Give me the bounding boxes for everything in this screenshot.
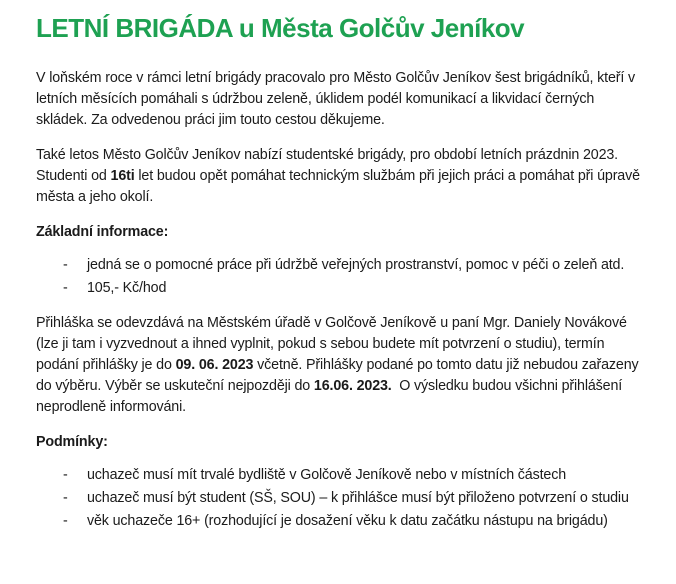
paragraph-application xyxy=(36,313,643,418)
document-title: LETNÍ BRIGÁDA u Města Golčův Jeníkov xyxy=(36,13,525,43)
paragraph-offer-bold-age: 16ti xyxy=(110,168,135,184)
paragraph-application-selection-date: 16.06. 2023. xyxy=(313,378,392,394)
paragraph-intro xyxy=(36,68,640,131)
paragraph-offer xyxy=(36,145,644,208)
paragraph-application-run2: včetně. Přihlášky podané po tomto datu již nebudou zařazeny do výběru. Výběr se uskuteční nejpozději do xyxy=(36,357,643,394)
list-item xyxy=(63,511,640,532)
paragraph-application-deadline-date: 09. 06. 2023 xyxy=(175,357,254,373)
paragraph-application-run3: O výsledku budou všichni přihlášení neprodleně informováni. xyxy=(36,378,626,415)
list-item xyxy=(63,278,640,299)
list-item-text: věk uchazeče 16+ (rozhodující je dosažení věku k datu začátku nástupu na brigádu) xyxy=(87,513,608,529)
list-item xyxy=(63,488,640,509)
list-item-text: uchazeč musí mít trvalé bydliště v Golčově Jeníkově nebo v místních částech xyxy=(87,467,567,483)
bullet-dash-marker: - xyxy=(63,467,68,483)
paragraph-intro-text: V loňském roce v rámci letní brigády pracovalo pro Město Golčův Jeníkov šest brigádníků, kteří v letních měsících pomáhali s údržbou zeleně, úklidem podél komunikací a likvidací černých skládek. Za odvedenou práci jim touto cestou děkujeme. xyxy=(36,70,639,128)
paragraph-application-run1: Přihláška se odevzdává na Městském úřadě v Golčově Jeníkově u paní Mgr. Daniely Novákové (lze ji tam i vyzvednout a ihned vyplnit, pokud s sebou budete mít potvrzení o studiu), termín podání přihlášky je do xyxy=(36,315,631,373)
bullet-dash-marker: - xyxy=(63,490,68,506)
list-item xyxy=(63,465,640,486)
list-item-text: jedná se o pomocné práce při údržbě veřejných prostranství, pomoc v péči o zeleň atd. xyxy=(87,257,625,273)
list-item-text: 105,- Kč/hod xyxy=(87,280,167,296)
bullet-dash-marker: - xyxy=(63,280,68,296)
bullet-dash-marker: - xyxy=(63,513,68,529)
basic-info-list xyxy=(36,255,640,299)
paragraph-offer-run2: let budou opět pomáhat technickým službám při jejich práci a pomáhat při úpravě města a jeho okolí. xyxy=(36,168,644,205)
list-item-text: uchazeč musí být student (SŠ, SOU) – k přihlášce musí být přiloženo potvrzení o studiu xyxy=(87,490,629,506)
list-item xyxy=(63,255,640,276)
conditions-list xyxy=(36,465,640,532)
section-heading-basic-info: Základní informace: xyxy=(36,224,169,240)
bullet-dash-marker: - xyxy=(63,257,68,273)
section-heading-conditions: Podmínky: xyxy=(36,434,108,450)
paragraph-offer-run1: Také letos Město Golčův Jeníkov nabízí studentské brigády, pro období letních prázdnin 2023. Studenti od xyxy=(36,147,622,184)
